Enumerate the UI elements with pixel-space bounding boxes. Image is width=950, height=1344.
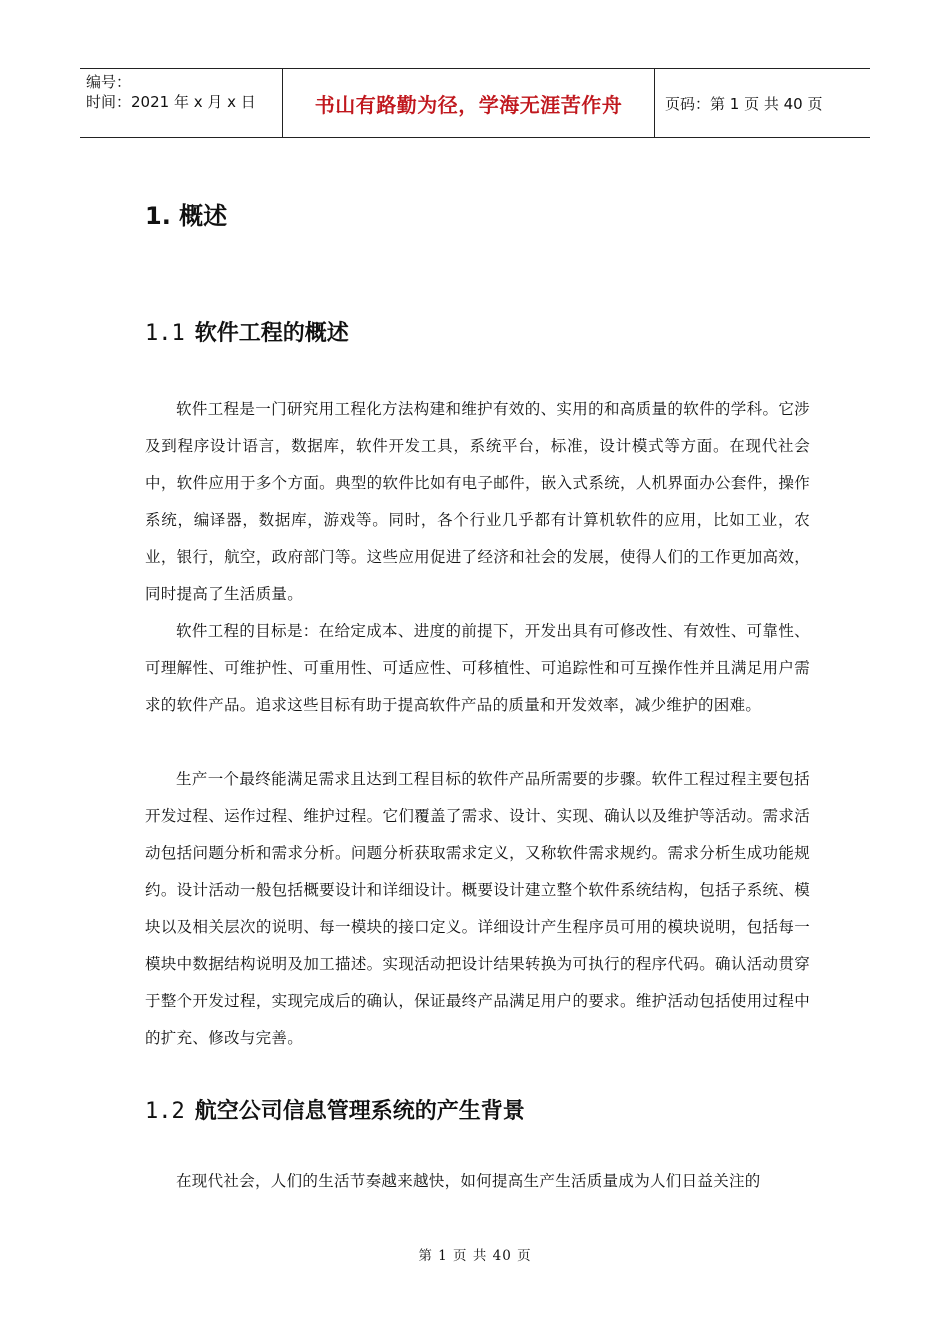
header-page-info-cell (655, 69, 870, 137)
chapter-title: 1. 概述 (145, 202, 228, 230)
page-footer: 第 1 页 共 40 页 (418, 1248, 532, 1264)
body-paragraph: 软件工程是一门研究用工程化方法构建和维护有效的、实用的和高质量的软件的学科。它涉及到程序设计语言，数据库，软件开发工具，系统平台，标准，设计模式等方面。在现代社会中，软件应用于多个方面。典型的软件比如有电子邮件，嵌入式系统，人机界面办公套件，操作系统，编译器，数据库，游戏等。同时，各个行业几乎都有计算机软件的应用，比如工业，农业，银行，航空，政府部门等。这些应用促进了经济和社会的发展，使得人们的工作更加高效，同时提高了生活质量。 (145, 400, 810, 603)
document-header (80, 68, 870, 138)
section-title: 软件工程的概述 (194, 321, 349, 346)
header-motto: 书山有路勤为径，学海无涯苦作舟 (314, 92, 623, 117)
section-heading (145, 1094, 525, 1125)
section-heading (145, 316, 349, 347)
header-date: 时间：2021 年 x 月 x 日 (86, 93, 256, 111)
header-motto-cell (282, 69, 655, 137)
header-page-info: 页码：第 1 页 共 40 页 (665, 94, 823, 113)
body-paragraph: 在现代社会，人们的生活节奏越来越快，如何提高生产生活质量成为人们日益关注的 (176, 1172, 761, 1190)
header-meta (80, 69, 282, 137)
section-title: 航空公司信息管理系统的产生背景 (194, 1099, 525, 1124)
section-number: 1.1 (145, 321, 185, 346)
header-number-label: 编号： (86, 73, 132, 91)
body-paragraph: 软件工程的目标是：在给定成本、进度的前提下，开发出具有可修改性、有效性、可靠性、可理解性、可维护性、可重用性、可适应性、可移植性、可追踪性和可互操作性并且满足用户需求的软件产品。追求这些目标有助于提高软件产品的质量和开发效率，减少维护的困难。 (145, 622, 810, 714)
section-number: 1.2 (145, 1099, 185, 1124)
body-paragraph: 生产一个最终能满足需求且达到工程目标的软件产品所需要的步骤。软件工程过程主要包括开发过程、运作过程、维护过程。它们覆盖了需求、设计、实现、确认以及维护等活动。需求活动包括问题分析和需求分析。问题分析获取需求定义，又称软件需求规约。需求分析生成功能规约。设计活动一般包括概要设计和详细设计。概要设计建立整个软件系统结构，包括子系统、模块以及相关层次的说明、每一模块的接口定义。详细设计产生程序员可用的模块说明，包括每一模块中数据结构说明及加工描述。实现活动把设计结果转换为可执行的程序代码。确认活动贯穿于整个开发过程，实现完成后的确认，保证最终产品满足用户的要求。维护活动包括使用过程中的扩充、修改与完善。 (145, 770, 810, 1047)
